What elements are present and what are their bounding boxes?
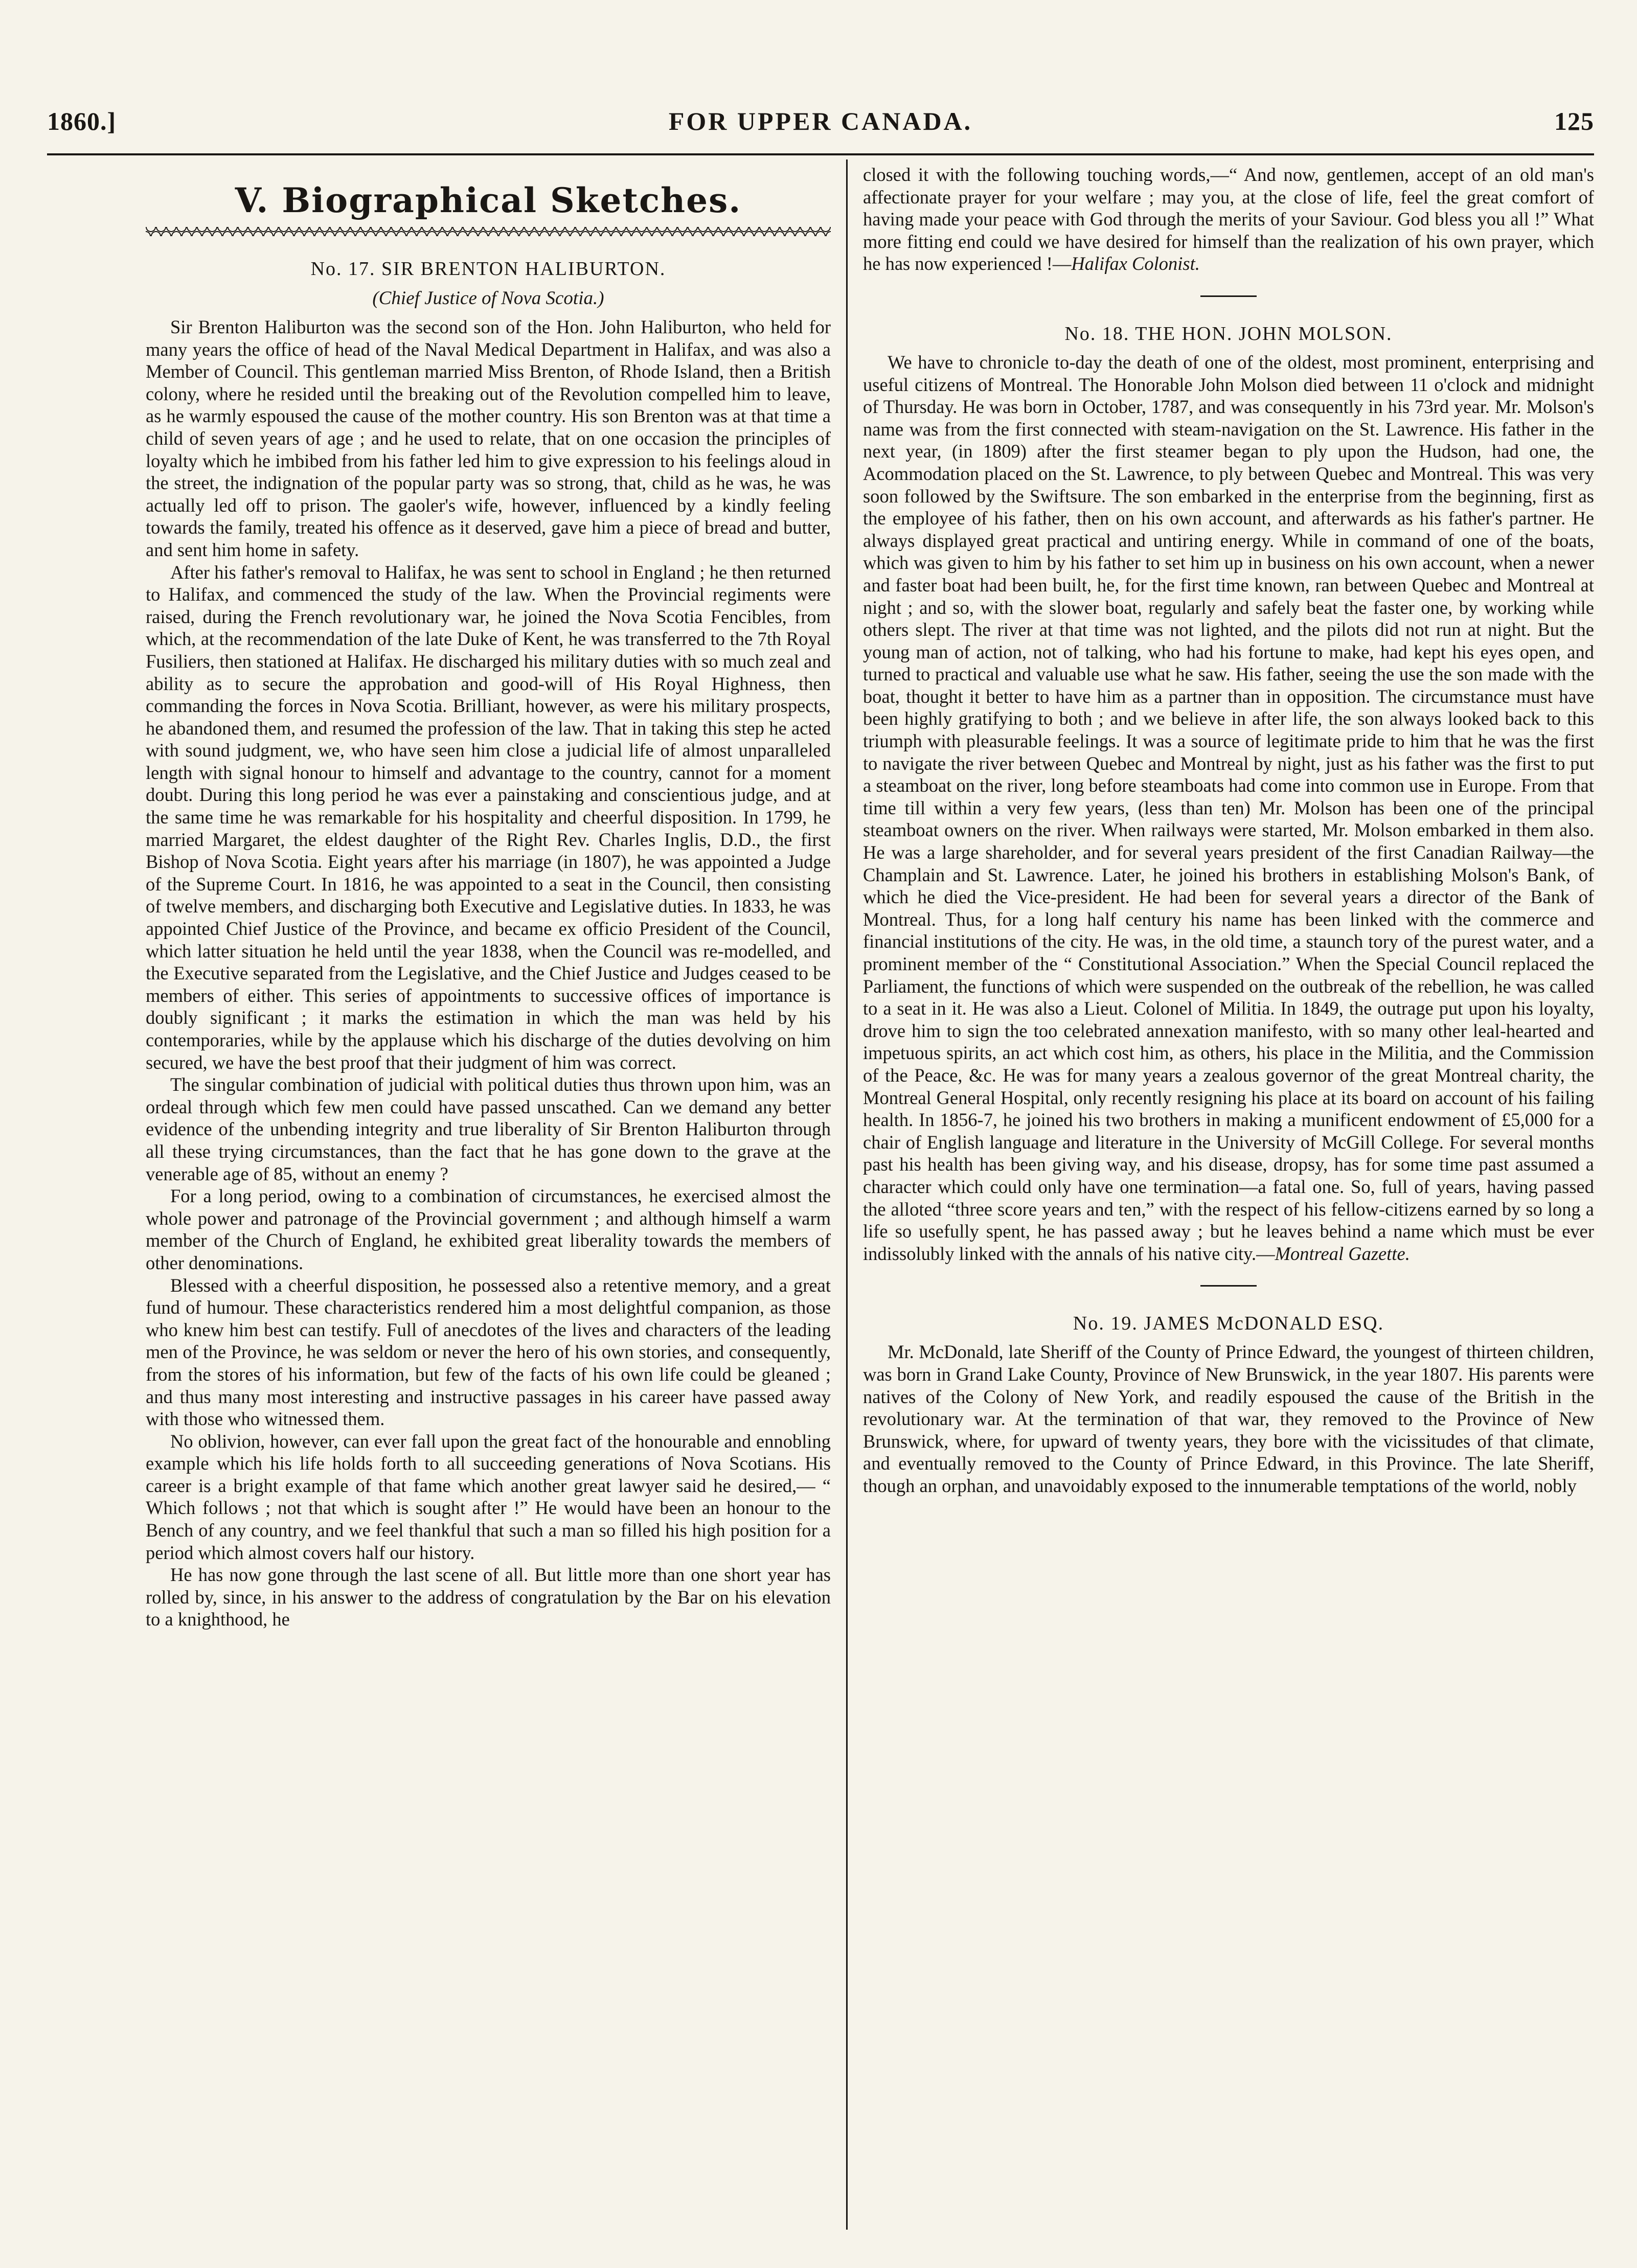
header-title: FOR UPPER CANADA. [668, 107, 973, 135]
left-column [146, 164, 831, 1631]
paragraph: Blessed with a cheerful disposition, he possessed also a retentive memory, and a great fund of humour. These characteristics rendered him a most delightful companion, as those who knew him best can testify. Full of anecdotes of the lives and characters of the leading men of the Province, he was seldom or never the hero of his own stories, and consequently, from the stores of his information, but few of the facts of his own life could be gleaned ; and thus many most interesting and instructive passages in his career have passed away with those who witnessed them. [146, 1274, 831, 1430]
paragraph-continued [863, 164, 1594, 275]
paragraph: The singular combination of judicial with political duties thus thrown upon him, was an ordeal through which few men could have passed unscathed. Can we demand any better evidence of the unbending integrity and true liberality of Sir Brenton Haliburton through all these trying circumstances, than the fact that he has gone down to the grave at the venerable age of 85, without an enemy ? [146, 1074, 831, 1184]
sketch-19-title: No. 19. JAMES McDONALD ESQ. [1073, 1313, 1384, 1335]
paragraph: He has now gone through the last scene of all. But little more than one short year has rolled by, since, in his answer to the address of congratulation by the Bar on his elevation to a knighthood, he [146, 1564, 831, 1630]
right-column [863, 164, 1594, 1497]
paragraph: For a long period, owing to a combination of circumstances, he exercised almost the whole power and patronage of the Provincial government ; and although himself a warm member of the Church of England, he exhibited great liberality towards the members of other denominations. [146, 1185, 831, 1273]
running-head [47, 106, 1594, 147]
paragraph: Sir Brenton Haliburton was the second son of the Hon. John Haliburton, who held for many years the office of head of the Naval Medical Department in Halifax, and was also a Member of Council. This gentleman married Miss Brenton, of Rhode Island, then a British colony, where he resided until the breaking out of the Revolution compelled him to leave, as he warmly espoused the cause of the mother country. His son Brenton was at that time a child of seven years of age ; and he used to relate, that on one occasion the principles of loyalty which he imbibed from his father led him to give expression to his feelings aloud in the street, the indignation of the popular party was so strong, that, child as he was, he was actually led off to prison. The gaoler's wife, however, influenced by a kindly feeling towards the family, treated his offence as it deserved, gave him a piece of bread and butter, and sent him home in safety. [146, 316, 831, 560]
column-divider [846, 159, 848, 2230]
paragraph-text: We have to chronicle to-day the death of one of the oldest, most prominent, enterprising and useful citizens of Montreal. The Honorable John Molson died between 11 o'clock and midnight of Thursday. He was born in October, 1787, and was consequently in his 73rd year. Mr. Molson's name was from the first connected with steam-navigation on the St. Lawrence. His father in the next year, (in 1809) after the first steamer began to ply upon the Hudson, had one, the Acommodation placed on the St. Lawrence, to ply between Quebec and Montreal. This was very soon followed by the Swiftsure. The son embarked in the enterprise from the beginning, first as the employee of his father, then on his own account, and afterwards as his father's partner. He always displayed great practical and untiring energy. While in command of one of the boats, which was given to him by his father to set him up in business on his own account, when a newer and faster boat had been built, he, for the first time known, ran between Quebec and Montreal at night ; and so, with the slower boat, regularly and safely beat the faster one, by working while others slept. The river at that time was not lighted, and the pilots did not run at night. But the young man of action, not of talking, who had his fortune to make, had kept his eyes open, and turned to practical and valuable use what he saw. His father, seeing the use the son made with the boat, thought it better to have him as a partner than in opposition. The circumstance must have been highly gratifying to both ; and we believe in after life, the son always looked back to this triumph with pleasurable feelings. It was a source of legitimate pride to him that he was the first to navigate the river between Quebec and Montreal by night, just as his father was the first to put a steamboat on the river, long before steamboats had come into common use in Europe. From that time till within a very few years, (less than ten) Mr. Molson has been one of the principal steamboat owners on the river. When railways were started, Mr. Molson embarked in them also. He was a large shareholder, and for several years president of the first Canadian Railway—the Champlain and St. Lawrence. Later, he joined his brothers in establishing Molson's Bank, of which he died the Vice-president. He had been for several years a director of the Bank of Montreal. Thus, for a long half century his name has been linked with the commerce and financial institutions of the city. He was, in the old time, a staunch tory of the purest water, and a prominent member of the “ Constitutional Association.” When the Special Council replaced the Parliament, the functions of which were suspended on the outbreak of the rebellion, he was called to a seat in it. He was also a Lieut. Colonel of Militia. In 1849, the outrage put upon his loyalty, drove him to sign the too celebrated annexation manifesto, with so many other leal-hearted and impetuous spirits, an act which cost him, as others, his place in the Militia, and the Commission of the Peace, &c. He was for many years a zealous governor of the great Montreal charity, the Montreal General Hospital, only recently resigning his place at its board on account of his failing health. In 1856-7, he joined his two brothers in making a munificent endowment of £5,000 for a chair of English language and literature in the University of McGill College. For several months past his health has been giving way, and his disease, dropsy, has for some time past assumed a character which could only have one termination—a fatal one. So, full of years, having passed the alloted “three score years and ten,” with the respect of his fellow-citizens earned by so long a life so usefully spent, he has passed away ; but he leaves behind a name which must be ever indissolubly linked with the annals of his native city.— [863, 351, 1594, 1264]
header-year: 1860.] [47, 107, 117, 135]
paragraph-text: closed it with the following touching words,—“ And now, gentlemen, accept of an old man's affectionate prayer for your welfare ; may you, at the close of life, feel the great comfort of having made your peace with God through the merits of your Saviour. God bless you all !” What more fitting end could we have desired for himself than the realization of his own prayer, which he has now experienced !— [863, 164, 1594, 274]
source-credit: Halifax Colonist. [1071, 253, 1200, 274]
header-rule [47, 153, 1594, 155]
section-title: V. Biographical Sketches. [235, 180, 742, 220]
paragraph: Mr. McDonald, late Sheriff of the County of Prince Edward, the youngest of thirteen children, was born in Grand Lake County, Province of New Brunswick, in the year 1807. His parents were natives of the Colony of New York, and readily espoused the cause of the British in the revolutionary war. At the termination of that war, they removed to the Province of New Brunswick, where, for upward of twenty years, they bore with the vicissitudes of that climate, and eventually removed to the County of Prince Edward, in this Province. The late Sheriff, though an orphan, and unavoidably exposed to the innumerable temptations of the world, nobly [863, 1341, 1594, 1496]
short-rule [1200, 1285, 1257, 1287]
sketch-17-title: No. 17. SIR BRENTON HALIBURTON. [310, 258, 666, 280]
sketch-17-subtitle: (Chief Justice of Nova Scotia.) [372, 288, 604, 309]
paragraph: No oblivion, however, can ever fall upon the great fact of the honourable and ennobling example which his life holds forth to all succeeding generations of Nova Scotians. His career is a bright example of that fame which another great lawyer said he desired,— “ Which follows ; not that which is sought after !” He would have been an honour to the Bench of any country, and we feel thankful that such a man so filled his high position for a period which almost covers half our history. [146, 1430, 831, 1563]
paragraph: After his father's removal to Halifax, he was sent to school in England ; he then returned to Halifax, and commenced the study of the law. When the Provincial regiments were raised, during the French revolutionary war, he joined the Nova Scotia Fencibles, from which, at the recommendation of the late Duke of Kent, he was transferred to the 7th Royal Fusiliers, then stationed at Halifax. He discharged his military duties with so much zeal and ability as to secure the approbation and good-will of His Royal Highness, then commanding the forces in Nova Scotia. Brilliant, however, as were his military prospects, he abandoned them, and resumed the profession of the law. That in taking this step he acted with sound judgment, we, who have seen him close a judicial life of almost unparalleled length with signal honour to himself and advantage to the country, cannot for a moment doubt. During this long period he was ever a painstaking and conscientious judge, and at the same time he was remarkable for his hospitality and cheerful disposition. In 1799, he married Margaret, the eldest daughter of the Right Rev. Charles Inglis, D.D., the first Bishop of Nova Scotia. Eight years after his marriage (in 1807), he was appointed a Judge of the Supreme Court. In 1816, he was appointed to a seat in the Council, then consisting of twelve members, and discharging both Executive and Legislative duties. In 1833, he was appointed Chief Justice of the Province, and became ex officio President of the Council, which latter situation he held until the year 1838, when the Council was re-modelled, and the Executive separated from the Legislative, and the Chief Justice and Judges ceased to be members of either. This series of appointments to successive offices of importance is doubly significant ; it marks the estimation in which the man was held by his contemporaries, while by the applause which his discharge of the duties devolving on him secured, we have the best proof that their judgment of him was correct. [146, 561, 831, 1073]
wavy-rule [146, 227, 831, 237]
short-rule [1200, 295, 1257, 297]
source-credit: Montreal Gazette. [1275, 1243, 1410, 1264]
paragraph [863, 351, 1594, 1265]
sketch-18-title: No. 18. THE HON. JOHN MOLSON. [1064, 323, 1393, 345]
page-number: 125 [1554, 107, 1594, 135]
